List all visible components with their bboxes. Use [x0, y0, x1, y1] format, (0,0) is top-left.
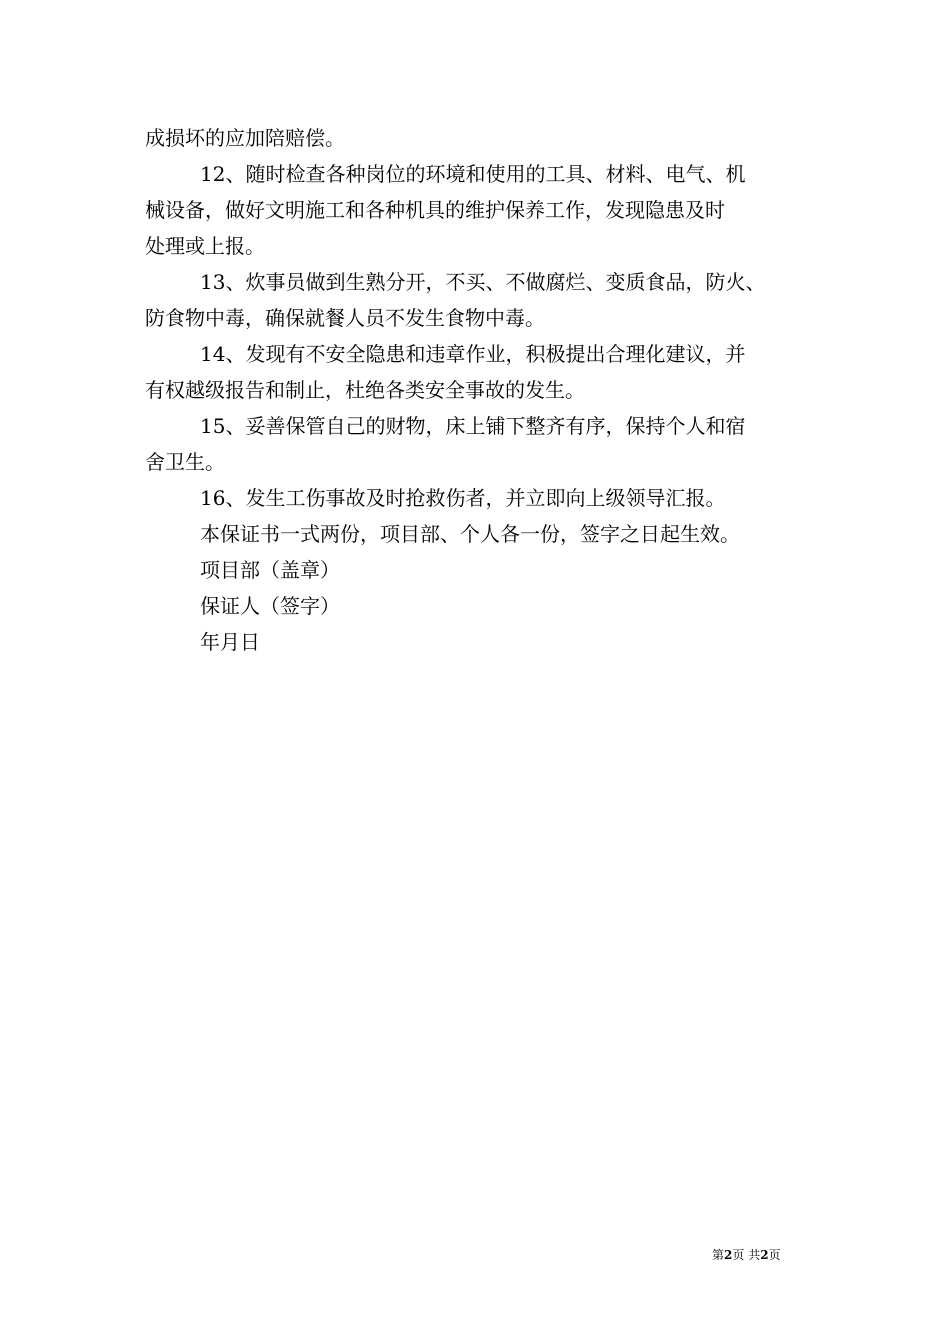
text-line: 处理或上报。 [145, 234, 265, 258]
total-pages-number: 2 [760, 1248, 769, 1262]
text-line: 年月日 [200, 630, 260, 654]
text-line: 16、发生工伤事故及时抢救伤者，并立即向上级领导汇报。 [200, 486, 726, 510]
text-line: 14、发现有不安全隐患和违章作业，积极提出合理化建议，并 [200, 342, 746, 366]
footer-suffix: 页 [768, 1248, 781, 1262]
text-line: 13、炊事员做到生熟分开，不买、不做腐烂、变质食品，防火、 [200, 270, 766, 294]
current-page-number: 2 [724, 1248, 733, 1262]
text-line: 械设备，做好文明施工和各种机具的维护保养工作，发现隐患及时 [145, 198, 725, 222]
text-line: 项目部（盖章） [200, 558, 340, 582]
document-body [145, 120, 815, 660]
footer-prefix: 第 [712, 1248, 725, 1262]
text-line: 舍卫生。 [145, 450, 225, 474]
footer-middle: 页 共 [732, 1248, 761, 1262]
text-line: 防食物中毒，确保就餐人员不发生食物中毒。 [145, 306, 545, 330]
text-line: 12、随时检查各种岗位的环境和使用的工具、材料、电气、机 [200, 162, 746, 186]
text-line: 保证人（签字） [200, 594, 340, 618]
text-line: 本保证书一式两份，项目部、个人各一份，签字之日起生效。 [200, 522, 740, 546]
page-footer [712, 1247, 781, 1263]
text-line: 15、妥善保管自己的财物，床上铺下整齐有序，保持个人和宿 [200, 414, 746, 438]
text-line: 成损坏的应加陪赔偿。 [145, 126, 345, 150]
text-line: 有权越级报告和制止，杜绝各类安全事故的发生。 [145, 378, 585, 402]
